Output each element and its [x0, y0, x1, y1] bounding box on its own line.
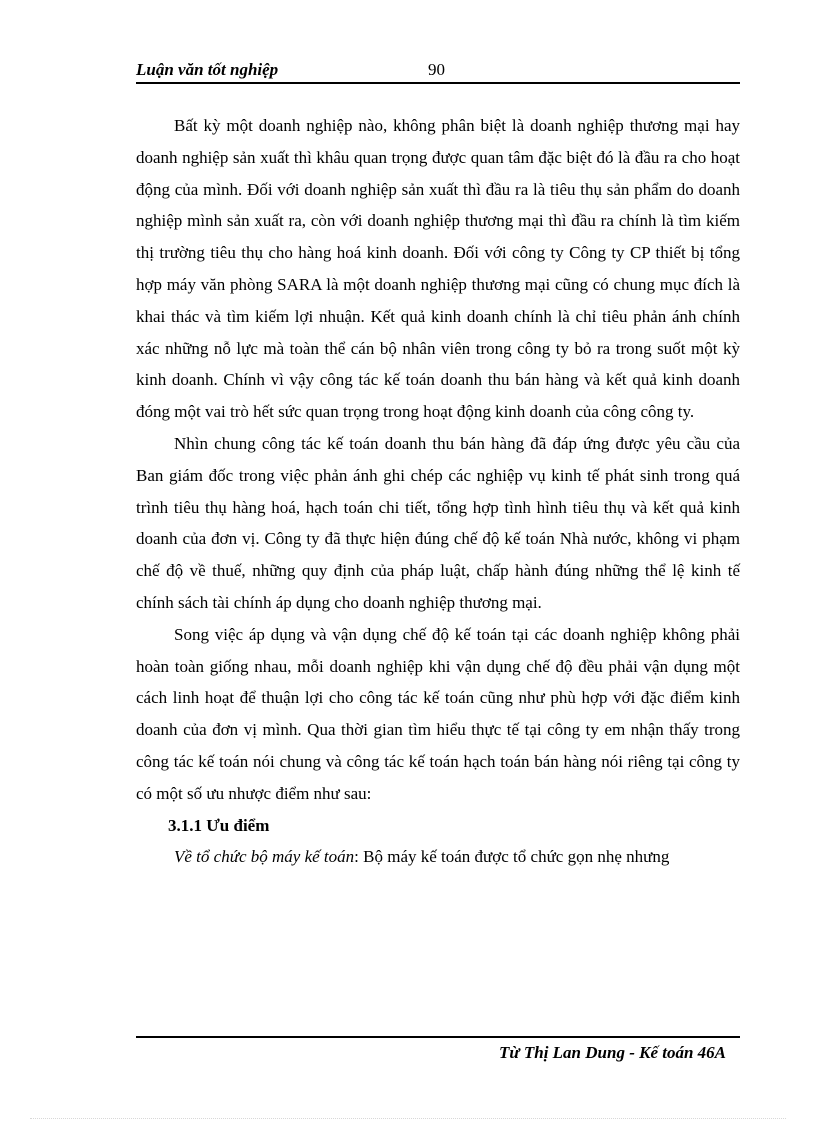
footer-rule — [136, 1036, 740, 1038]
paragraph-text: : Bộ máy kế toán được tổ chức gọn nhẹ nhưng — [354, 847, 670, 867]
paragraph: Bất kỳ một doanh nghiệp nào, không phân biệt là doanh nghiệp thương mại hay doanh nghiệp sản xuất thì khâu quan trọng được quan tâm đặc biệt đó là đầu ra cho hoạt động của mình. Đối với doanh nghiệp sản xuất thì đầu ra là tiêu thụ sản phẩm do doanh nghiệp mình sản xuất ra, còn với doanh nghiệp thương mại thì đầu ra chính là tìm kiếm thị trường tiêu thụ cho hàng hoá kinh doanh. Đối với công ty Công ty CP thiết bị tổng hợp máy văn phòng SARA là một doanh nghiệp thương mại cũng có chung mục đích là khai thác và tìm kiếm lợi nhuận. Kết quả kinh doanh chính là chỉ tiêu phản ánh chính xác những nỗ lực mà toàn thể cán bộ nhân viên trong công ty bỏ ra trong suốt một kỳ kinh doanh. Chính vì vậy công tác kế toán doanh thu bán hàng và kết quả kinh doanh đóng một vai trò hết sức quan trọng trong hoạt động kinh doanh của công công ty. — [136, 116, 740, 422]
section-heading: 3.1.1 Ưu điểm — [168, 815, 270, 835]
page-edge-divider — [30, 1118, 786, 1119]
header-title: Luận văn tốt nghiệp — [136, 60, 279, 79]
italic-lead: Về tổ chức bộ máy kế toán — [174, 847, 355, 867]
paragraph: Nhìn chung công tác kế toán doanh thu bán hàng đã đáp ứng được yêu cầu của Ban giám đốc trong việc phản ánh ghi chép các nghiệp vụ kinh tế phát sinh trong quá trình tiêu thụ hàng hoá, hạch toán chi tiết, tổng hợp tình hình tiêu thụ và kết quả kinh doanh của đơn vị. Công ty đã thực hiện đúng chế độ kế toán Nhà nước, không vi phạm chế độ về thuế, những quy định của pháp luật, chấp hành đúng những thể lệ kinh tế chính sách tài chính áp dụng cho doanh nghiệp thương mại. — [136, 433, 740, 612]
paragraph: Song việc áp dụng và vận dụng chế độ kế toán tại các doanh nghiệp không phải hoàn toàn giống nhau, mỗi doanh nghiệp khi vận dụng chế độ đều phải vận dụng một cách linh hoạt để thuận lợi cho công tác kế toán cũng như phù hợp với đặc điểm kinh doanh của đơn vị mình. Qua thời gian tìm hiểu thực tế tại công ty em nhận thấy trong công tác kế toán nói chung và công tác kế toán hạch toán bán hàng nói riêng tại công ty có một số ưu nhược điểm như sau: — [136, 624, 740, 803]
paragraph — [136, 841, 740, 873]
footer-text: Từ Thị Lan Dung - Kế toán 46A — [499, 1043, 726, 1062]
page-number: 90 — [428, 60, 445, 79]
page-header — [136, 60, 740, 84]
body-text — [136, 110, 740, 873]
